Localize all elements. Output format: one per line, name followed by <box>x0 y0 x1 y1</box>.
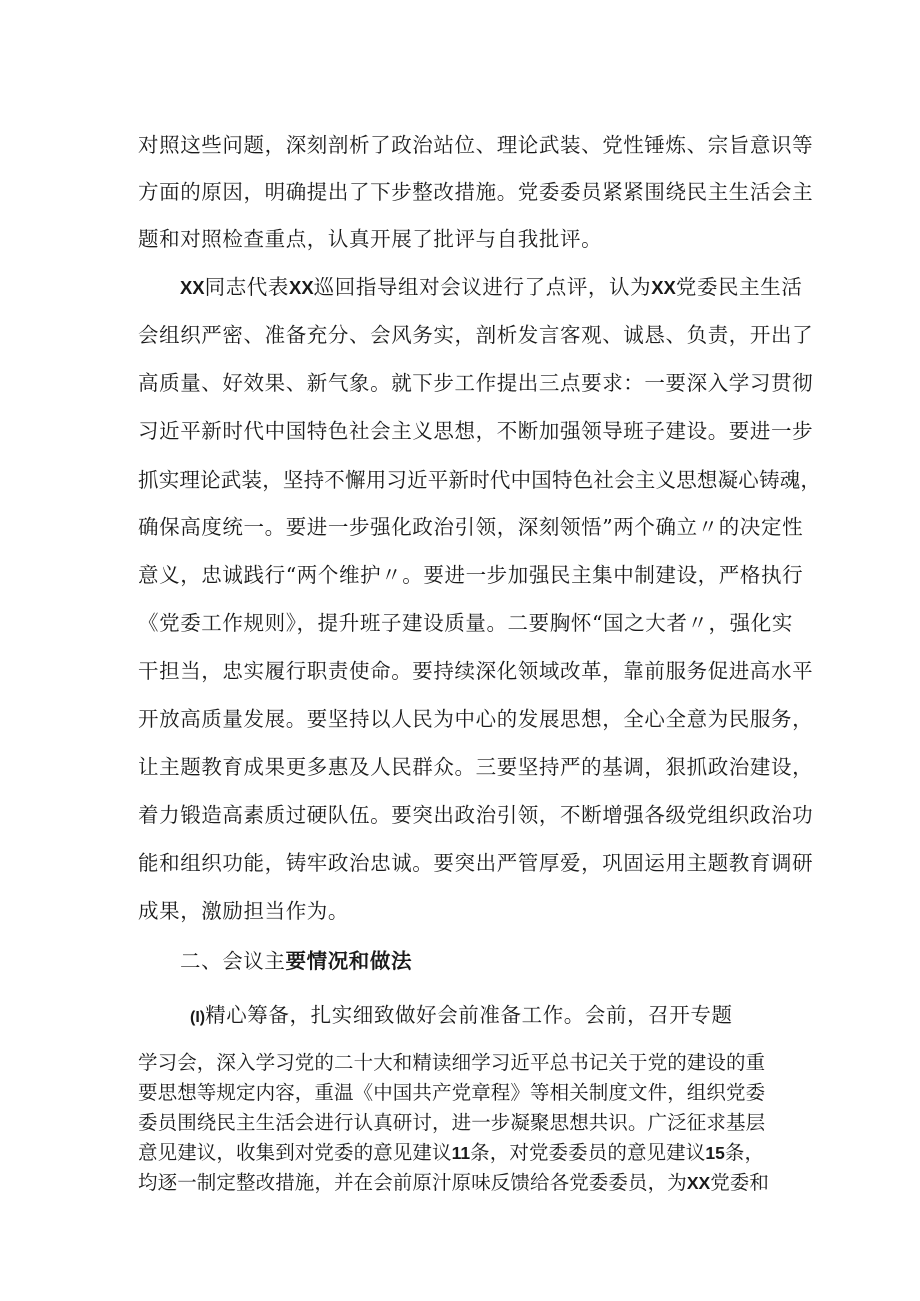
subsection-1 <box>190 998 733 1028</box>
paragraph-3-line-5 <box>138 1167 769 1195</box>
text-run: 意见建议，收集到对党委的意见建议 <box>138 1141 452 1164</box>
paragraph-1-line-1: 对照这些问题，深刻剖析了政治站位、理论武装、党性锤炼、宗旨意识等 <box>138 133 814 157</box>
section-heading-lead: 二、会议主 <box>180 949 286 973</box>
paragraph-3-line-3: 委员围绕民主生活会进行认真研讨，进一步凝聚思想共识。广泛征求基层 <box>138 1111 766 1134</box>
text-run: 同志代表 <box>204 275 290 299</box>
text-run: 党委和 <box>710 1171 770 1194</box>
subsection-number: (I) <box>190 1009 206 1026</box>
paragraph-2-line-11: 让主题教育成果更多惠及人民群众。三要坚持严的基调，狠抓政治建设， <box>138 755 814 779</box>
count-value: 15 <box>705 1143 725 1163</box>
paragraph-2-line-9: 干担当，忠实履行职责使命。要持续深化领域改革，靠前服务促进高水平 <box>138 659 814 683</box>
paragraph-2-line-7: 意义，忠诚践行“两个维护〃。要进一步加强民主集中制建设，严格执行 <box>138 563 804 587</box>
paragraph-2-line-13: 能和组织功能，铸牢政治忠诚。要突出严管厚爱，巩固运用主题教育调研 <box>138 851 814 875</box>
text-run: 条，对党委委员的意见建议 <box>470 1141 706 1164</box>
placeholder-xx: XX <box>651 277 676 298</box>
placeholder-xx: XX <box>289 277 314 298</box>
paragraph-3-line-2: 要思想等规定内容，重温《中国共产党章程》等相关制度文件，组织党委 <box>138 1081 766 1104</box>
paragraph-2-line-12: 着力锻造高素质过硬队伍。要突出政治引领，不断增强各级党组织政治功 <box>138 803 814 827</box>
paragraph-3-line-1: 学习会，深入学习党的二十大和精读细学习近平总书记关于党的建设的重 <box>138 1051 766 1074</box>
paragraph-2-line-5: 抓实理论武装，坚持不懈用习近平新时代中国特色社会主义思想凝心铸魂， <box>138 468 822 492</box>
text-run: 条， <box>724 1141 765 1164</box>
paragraph-2-line-4: 习近平新时代中国特色社会主义思想，不断加强领导班子建设。要进一步 <box>138 419 814 443</box>
paragraph-2-line-10: 开放高质量发展。要坚持以人民为中心的发展思想，全心全意为民服务， <box>138 707 814 731</box>
placeholder-xx: XX <box>686 1173 711 1193</box>
paragraph-2-line-8: 《党委工作规则》，提升班子建设质量。二要胸怀“国之大者〃，强化实 <box>138 611 793 635</box>
text-run: 党委民主生活 <box>675 275 803 299</box>
text-run: 均逐一制定整改措施，并在会前原汁原味反馈给各党委委员，为 <box>138 1171 687 1194</box>
paragraph-2-line-1 <box>180 270 802 300</box>
placeholder-xx: XX <box>180 277 205 298</box>
section-heading-tail: 要情况和做法 <box>285 949 413 973</box>
subsection-text: 精心筹备，扎实细致做好会前准备工作。会前，召开专题 <box>205 1003 733 1027</box>
section-heading <box>180 944 412 974</box>
paragraph-1-line-2: 方面的原因，明确提出了下步整改措施。党委委员紧紧围绕民主生活会主 <box>138 180 814 204</box>
paragraph-2-line-2: 会组织严密、准备充分、会风务实，剖析发言客观、诚恳、负责，开出了 <box>138 323 814 347</box>
paragraph-3-line-4 <box>138 1137 764 1165</box>
paragraph-2-line-6: 确保高度统一。要进一步强化政治引领，深刻领悟”两个确立〃的决定性 <box>138 515 804 539</box>
paragraph-2-line-14: 成果，激励担当作为。 <box>138 899 349 923</box>
paragraph-1-line-3: 题和对照检查重点，认真开展了批评与自我批评。 <box>138 227 603 251</box>
text-run: 巡回指导组对会议进行了点评，认为 <box>313 275 652 299</box>
paragraph-2-line-3: 高质量、好效果、新气象。就下步工作提出三点要求：一要深入学习贯彻 <box>138 371 814 395</box>
count-value: 11 <box>451 1143 471 1163</box>
